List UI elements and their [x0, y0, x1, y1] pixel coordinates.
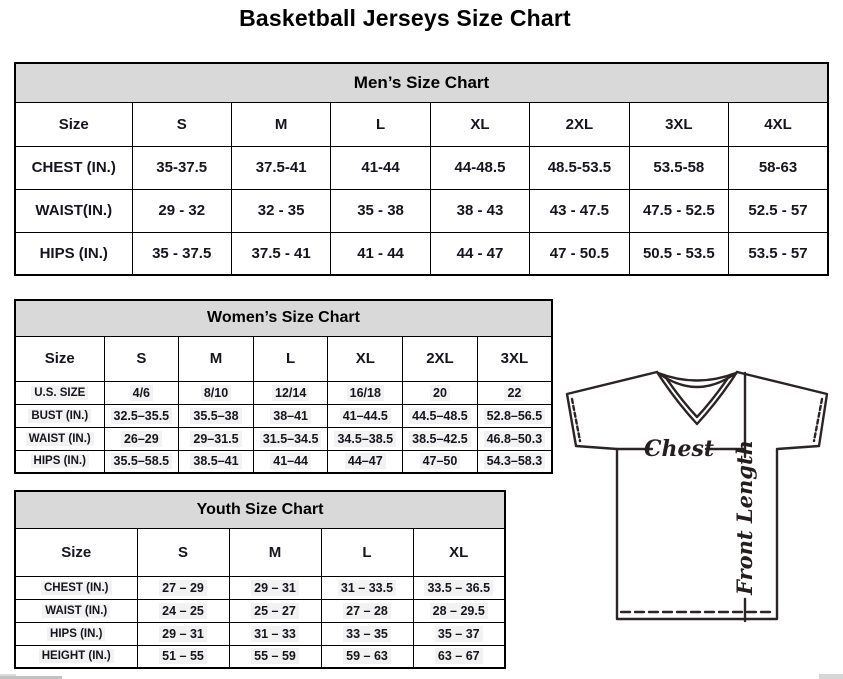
cell-text: 34.5–38.5 [334, 431, 396, 447]
table-row [15, 404, 552, 427]
cell-text: 41–44 [270, 453, 311, 469]
size-column-header: XL [430, 102, 529, 146]
table-row [15, 599, 505, 622]
table-row [15, 645, 505, 668]
cell-text: 12/14 [272, 385, 309, 401]
size-cell [477, 427, 552, 450]
size-cell [321, 622, 413, 645]
size-cell [137, 645, 229, 668]
cell-text: 26–29 [121, 431, 162, 447]
size-cell: 53.5-58 [629, 146, 728, 189]
page-title: Basketball Jerseys Size Chart [239, 5, 571, 31]
men-table-title-row [15, 63, 828, 102]
size-cell: 53.5 - 57 [729, 232, 828, 275]
size-cell [477, 404, 552, 427]
size-cell [321, 599, 413, 622]
size-cell: 52.5 - 57 [729, 189, 828, 232]
womens-size-chart-table [14, 299, 553, 474]
table-row [15, 427, 552, 450]
size-cell: 43 - 47.5 [530, 189, 629, 232]
size-cell [137, 599, 229, 622]
size-cell: 35 - 37.5 [132, 232, 231, 275]
size-cell [229, 622, 321, 645]
size-cell: 41-44 [331, 146, 430, 189]
row-label [15, 404, 104, 427]
cell-text: HIPS (IN.) [47, 627, 105, 641]
cell-text: 4/6 [130, 385, 153, 401]
cell-text: 38.5–41 [190, 453, 241, 469]
size-cell [477, 450, 552, 473]
men-table-title: Men’s Size Chart [15, 63, 828, 102]
row-label [15, 622, 137, 645]
size-column-header: 3XL [477, 336, 552, 381]
cell-text: 35 – 37 [435, 626, 483, 642]
size-column-header: L [321, 528, 413, 576]
cell-text: WAIST (IN.) [42, 604, 110, 618]
cell-text: HIPS (IN.) [31, 454, 89, 468]
size-column-header: S [137, 528, 229, 576]
size-cell: 37.5 - 41 [231, 232, 330, 275]
size-column-header: M [231, 102, 330, 146]
cell-text: 20 [430, 385, 450, 401]
size-cell: 38 - 43 [430, 189, 529, 232]
cell-text: 51 – 55 [159, 648, 207, 664]
cell-text: 29 – 31 [159, 626, 207, 642]
cell-text: 28 – 29.5 [430, 603, 488, 619]
size-cell [253, 427, 328, 450]
cell-text: 52.8–56.5 [484, 408, 546, 424]
cell-text: 22 [504, 385, 524, 401]
size-cell [104, 404, 179, 427]
cell-text: 29–31.5 [190, 431, 241, 447]
cell-text: 29 – 31 [251, 580, 299, 596]
cell-text: HEIGHT (IN.) [39, 649, 114, 663]
size-column-header: 2XL [530, 102, 629, 146]
cell-text: 38.5–42.5 [409, 431, 471, 447]
size-cell: 47.5 - 52.5 [629, 189, 728, 232]
size-cell [403, 427, 478, 450]
cell-text: 44.5–48.5 [409, 408, 471, 424]
size-cell [328, 427, 403, 450]
size-cell [413, 645, 505, 668]
size-cell: 35-37.5 [132, 146, 231, 189]
mens-size-chart-table [14, 62, 829, 276]
size-cell: 32 - 35 [231, 189, 330, 232]
size-column-header: L [331, 102, 430, 146]
cell-text: 16/18 [347, 385, 384, 401]
size-cell [328, 404, 403, 427]
cell-text: 38–41 [270, 408, 311, 424]
size-cell [403, 450, 478, 473]
cell-text: 63 – 67 [435, 648, 483, 664]
table-row [15, 381, 552, 404]
size-cell: 48.5-53.5 [530, 146, 629, 189]
size-column-header: M [229, 528, 321, 576]
size-column-header: XL [328, 336, 403, 381]
size-cell [328, 450, 403, 473]
table-row [15, 576, 505, 599]
size-cell: 50.5 - 53.5 [629, 232, 728, 275]
size-cell [137, 576, 229, 599]
row-label: WAIST(IN.) [15, 189, 132, 232]
size-cell [413, 599, 505, 622]
size-cell [179, 381, 254, 404]
cell-text: 55 – 59 [251, 648, 299, 664]
size-cell [179, 450, 254, 473]
women-table-title-row [15, 300, 552, 336]
size-cell [179, 427, 254, 450]
scrollbar-corner [819, 674, 843, 679]
cell-text: 44–47 [345, 453, 386, 469]
youth-size-chart-table [14, 490, 506, 669]
row-label [15, 450, 104, 473]
size-column-header: 2XL [403, 336, 478, 381]
cell-text: 27 – 29 [159, 580, 207, 596]
youth-table-title: Youth Size Chart [15, 491, 505, 528]
size-cell [104, 381, 179, 404]
size-cell [229, 599, 321, 622]
row-label [15, 599, 137, 622]
size-cell [321, 576, 413, 599]
size-column-header: 4XL [729, 102, 828, 146]
size-cell [328, 381, 403, 404]
size-cell [137, 622, 229, 645]
cell-text: WAIST (IN.) [26, 432, 94, 446]
table-row [15, 232, 828, 275]
size-cell [179, 404, 254, 427]
size-cell: 58-63 [729, 146, 828, 189]
table-row [15, 146, 828, 189]
cell-text: CHEST (IN.) [41, 581, 112, 595]
size-cell: 29 - 32 [132, 189, 231, 232]
size-column-header: M [179, 336, 254, 381]
size-cell [104, 427, 179, 450]
size-header-row [15, 528, 505, 576]
row-label [15, 381, 104, 404]
row-label: CHEST (IN.) [15, 146, 132, 189]
cell-text: 31 – 33 [251, 626, 299, 642]
size-cell: 47 - 50.5 [530, 232, 629, 275]
table-row [15, 622, 505, 645]
cell-text: 54.3–58.3 [484, 453, 546, 469]
cell-text: 46.8–50.3 [484, 431, 546, 447]
cell-text: 8/10 [201, 385, 231, 401]
row-label: HIPS (IN.) [15, 232, 132, 275]
size-cell [104, 450, 179, 473]
row-label [15, 576, 137, 599]
table-row [15, 189, 828, 232]
horizontal-scrollbar-track-end [0, 674, 16, 676]
size-column-header: L [253, 336, 328, 381]
size-column-header: 3XL [629, 102, 728, 146]
cell-text: 27 – 28 [343, 603, 391, 619]
row-label [15, 427, 104, 450]
cell-text: U.S. SIZE [31, 386, 88, 400]
cell-text: 31 – 33.5 [338, 580, 396, 596]
size-column-header: S [132, 102, 231, 146]
cell-text: 35.5–38 [190, 408, 241, 424]
size-cell: 41 - 44 [331, 232, 430, 275]
youth-table-title-row [15, 491, 505, 528]
chest-label: Chest [643, 436, 715, 462]
cell-text: 31.5–34.5 [260, 431, 322, 447]
front-length-label: Front Length [732, 440, 757, 595]
size-cell: 37.5-41 [231, 146, 330, 189]
cell-text: 33 – 35 [343, 626, 391, 642]
size-cell [413, 576, 505, 599]
cell-text: 41–44.5 [340, 408, 391, 424]
jersey-outline-shape [567, 372, 827, 619]
size-cell [229, 645, 321, 668]
size-cell [253, 404, 328, 427]
size-cell [477, 381, 552, 404]
size-header-row [15, 336, 552, 381]
size-cell: 44-48.5 [430, 146, 529, 189]
size-cell [253, 450, 328, 473]
size-column-header: Size [15, 336, 104, 381]
cell-text: 33.5 – 36.5 [424, 580, 493, 596]
size-cell [253, 381, 328, 404]
size-column-header: S [104, 336, 179, 381]
size-cell [321, 645, 413, 668]
size-header-row [15, 102, 828, 146]
table-row [15, 450, 552, 473]
size-column-header: XL [413, 528, 505, 576]
row-label [15, 645, 137, 668]
size-cell [413, 622, 505, 645]
cell-text: BUST (IN.) [28, 409, 91, 423]
size-column-header: Size [15, 528, 137, 576]
cell-text: 25 – 27 [251, 603, 299, 619]
cell-text: 47–50 [420, 453, 461, 469]
size-column-header: Size [15, 102, 132, 146]
cell-text: 35.5–58.5 [111, 453, 173, 469]
size-cell: 44 - 47 [430, 232, 529, 275]
women-table-title: Women’s Size Chart [15, 300, 552, 336]
cell-text: 59 – 63 [343, 648, 391, 664]
size-cell [229, 576, 321, 599]
size-cell: 35 - 38 [331, 189, 430, 232]
size-cell [403, 381, 478, 404]
size-cell [403, 404, 478, 427]
cell-text: 32.5–35.5 [111, 408, 173, 424]
jersey-measurement-diagram [557, 362, 841, 630]
cell-text: 24 – 25 [159, 603, 207, 619]
